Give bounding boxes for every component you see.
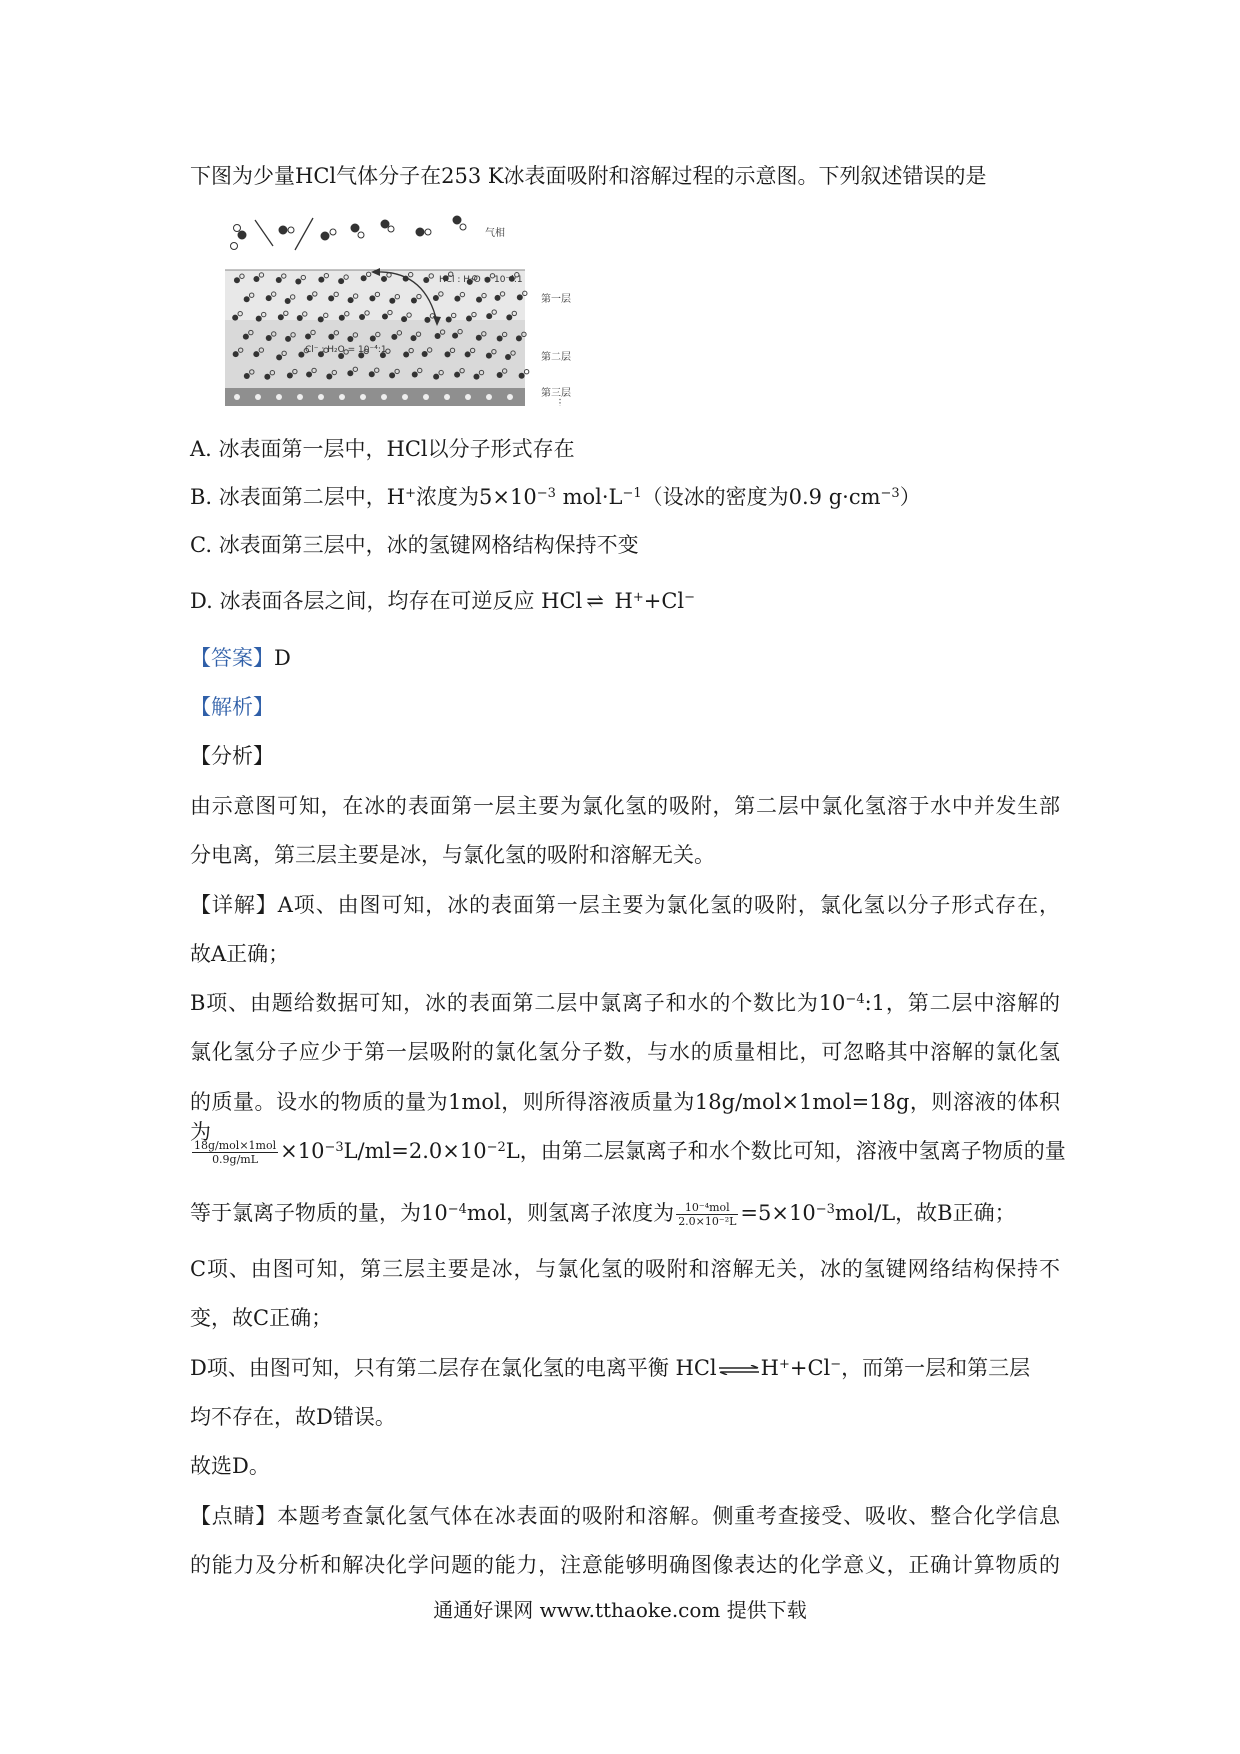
- detail-c-line-1: C项、由图可知，第三层主要是冰，与氯化氢的吸附和溶解无关，冰的氢键网络结构保持不: [190, 1257, 1060, 1281]
- superscript: −3: [880, 486, 900, 501]
- ice-lattice-atom: [234, 394, 240, 400]
- dianjing-line-1: [190, 1501, 1060, 1531]
- water-oxygen-atom: [495, 295, 501, 301]
- superscript: −3: [815, 1202, 835, 1217]
- option-b: [190, 482, 921, 512]
- option-d-label: D.: [190, 589, 213, 613]
- detail-b-line-5: [190, 1198, 1016, 1228]
- ratio-cl-label: Cl⁻ : H₂O = 10⁻⁴:1: [305, 345, 387, 355]
- water-oxygen-atom: [306, 371, 312, 377]
- dianjing-tag: 【点睛】: [190, 1504, 278, 1528]
- water-oxygen-atom: [446, 316, 452, 322]
- ice-lattice-atom: [339, 394, 345, 400]
- water-oxygen-atom: [401, 316, 407, 322]
- water-oxygen-atom: [278, 314, 284, 320]
- option-c-label: C.: [190, 533, 212, 557]
- ice-lattice-atom: [255, 394, 261, 400]
- ice-lattice-atom: [486, 394, 492, 400]
- dianjing-line-2: 的能力及分析和解决化学问题的能力，注意能够明确图像表达的化学意义，正确计算物质的: [190, 1553, 1060, 1577]
- detail-d-text: H: [760, 1356, 779, 1380]
- superscript: +: [405, 486, 417, 501]
- detail-d-line-2: 均不存在，故D错误。: [190, 1405, 396, 1429]
- concentration-fraction: [676, 1201, 738, 1228]
- water-oxygen-atom: [266, 335, 272, 341]
- detail-d-text: ，而第一层和第三层: [841, 1356, 1031, 1380]
- water-oxygen-atom: [256, 316, 262, 322]
- option-b-text: （设冰的密度为0.9 g·cm: [641, 485, 881, 509]
- detail-d-line-1: [190, 1353, 1030, 1383]
- option-d-text: H: [607, 589, 633, 613]
- water-oxygen-atom: [318, 277, 324, 283]
- answer-line: [190, 643, 291, 673]
- water-oxygen-atom: [476, 335, 482, 341]
- fraction-denominator: 0.9g/mL: [212, 1153, 259, 1166]
- water-oxygen-atom: [424, 317, 430, 323]
- detail-c-line-2: 变，故C正确；: [190, 1306, 333, 1330]
- fenxi-line-2: 分电离，第三层主要是冰，与氯化氢的吸附和溶解无关。: [190, 843, 715, 867]
- ice-lattice-atom: [423, 394, 429, 400]
- detail-b-text: ×10: [280, 1139, 325, 1163]
- ice-lattice-atom: [360, 394, 366, 400]
- detail-b-line-4: [190, 1136, 1066, 1166]
- figure-svg: [225, 210, 585, 406]
- detail-d-text: +Cl: [789, 1356, 831, 1380]
- volume-fraction: [192, 1139, 278, 1166]
- fenxi-line-1: 由示意图可知，在冰的表面第一层主要为氯化氢的吸附，第二层中氯化氢溶于水中并发生部: [190, 794, 1060, 818]
- water-oxygen-atom: [473, 374, 479, 380]
- water-oxygen-atom: [389, 372, 395, 378]
- layer3-label: 第三层: [541, 388, 571, 399]
- option-b-text: 浓度为5×10: [416, 485, 537, 509]
- water-oxygen-atom: [381, 276, 387, 282]
- detail-tag: 【详解】: [190, 893, 278, 917]
- water-oxygen-atom: [295, 279, 301, 285]
- superscript: −4: [447, 1202, 467, 1217]
- gas-phase-label: 气相: [485, 228, 505, 239]
- fenxi-tag: 【分析】: [190, 744, 274, 768]
- ice-lattice-atom: [402, 394, 408, 400]
- water-oxygen-atom: [454, 372, 460, 378]
- water-oxygen-atom: [276, 354, 282, 360]
- option-b-label: B.: [190, 485, 213, 509]
- detail-b-text: L/ml=2.0×10: [343, 1139, 487, 1163]
- reversible-arrow-icon: ⇌: [586, 589, 604, 613]
- water-oxygen-atom: [519, 373, 525, 379]
- water-oxygen-atom: [233, 351, 239, 357]
- water-oxygen-atom: [435, 333, 441, 339]
- option-a: [190, 434, 575, 464]
- water-oxygen-atom: [338, 278, 344, 284]
- water-oxygen-atom: [359, 314, 365, 320]
- water-oxygen-atom: [497, 335, 503, 341]
- page-footer: 通通好课网 www.tthaoke.com 提供下载: [433, 1598, 807, 1622]
- water-oxygen-atom: [433, 295, 439, 301]
- superscript: −1: [622, 486, 642, 501]
- answer-value: D: [274, 646, 291, 670]
- question-stem: 下图为少量HCl气体分子在253 K冰表面吸附和溶解过程的示意图。下列叙述错误的是: [190, 164, 987, 188]
- water-oxygen-atom: [516, 335, 522, 341]
- water-oxygen-atom: [422, 351, 428, 357]
- option-b-text: 冰表面第二层中，H: [218, 485, 406, 509]
- ice-lattice-atom: [318, 394, 324, 400]
- water-oxygen-atom: [505, 354, 511, 360]
- detail-b-line-3: 的质量。设水的物质的量为1mol，则所得溶液质量为18g/mol×1mol=18g，则溶液的体积为: [190, 1090, 1060, 1144]
- water-oxygen-atom: [232, 315, 238, 321]
- layer2-label: 第二层: [541, 352, 571, 363]
- ice-lattice-atom: [465, 394, 471, 400]
- detail-b-text: 等于氯离子物质的量，为10: [190, 1201, 448, 1225]
- detail-a-line-1: [190, 890, 1060, 920]
- more-layers-dots: ⋮: [555, 398, 565, 406]
- equilibrium-arrow-icon: [717, 1365, 761, 1375]
- water-oxygen-atom: [403, 352, 409, 358]
- dianjing-text: 本题考查氯化氢气体在冰表面的吸附和溶解。侧重考查接受、吸收、整合化学信息: [277, 1504, 1060, 1528]
- water-oxygen-atom: [497, 372, 503, 378]
- ice-lattice-atom: [297, 394, 303, 400]
- water-oxygen-atom: [285, 298, 291, 304]
- superscript: −3: [536, 486, 556, 501]
- water-oxygen-atom: [369, 295, 375, 301]
- layer3-band: [225, 388, 525, 406]
- ice-lattice-atom: [381, 394, 387, 400]
- option-b-text: mol·L: [555, 485, 623, 509]
- water-oxygen-atom: [454, 296, 460, 302]
- water-oxygen-atom: [287, 373, 293, 379]
- fraction-numerator: 18g/mol×1mol: [194, 1139, 277, 1152]
- option-d-text: +Cl: [643, 589, 685, 613]
- water-oxygen-atom: [328, 334, 334, 340]
- water-oxygen-atom: [347, 336, 353, 342]
- water-oxygen-atom: [412, 372, 418, 378]
- detail-b-text: L，由第二层氯离子和水个数比可知，溶液中氢离子物质的量: [505, 1139, 1066, 1163]
- water-oxygen-atom: [339, 315, 345, 321]
- water-oxygen-atom: [411, 335, 417, 341]
- water-oxygen-atom: [423, 277, 429, 283]
- water-oxygen-atom: [253, 276, 259, 282]
- ice-lattice-atom: [507, 394, 513, 400]
- answer-tag: 【答案】: [190, 646, 274, 670]
- water-oxygen-atom: [465, 351, 471, 357]
- layer1-label: 第一层: [541, 294, 571, 305]
- water-oxygen-atom: [305, 333, 311, 339]
- water-oxygen-atom: [297, 315, 303, 321]
- water-oxygen-atom: [253, 351, 259, 357]
- water-oxygen-atom: [318, 316, 324, 322]
- water-oxygen-atom: [285, 336, 291, 342]
- option-a-text: 冰表面第一层中，HCl以分子形式存在: [218, 437, 575, 461]
- water-oxygen-atom: [307, 295, 313, 301]
- detail-a-line-2: 故A正确；: [190, 942, 290, 966]
- water-oxygen-atom: [370, 335, 376, 341]
- water-oxygen-atom: [328, 295, 334, 301]
- superscript: −3: [324, 1140, 344, 1155]
- water-oxygen-atom: [382, 314, 388, 320]
- water-oxygen-atom: [326, 374, 332, 380]
- detail-b-text: mol，则氢离子浓度为: [466, 1201, 675, 1225]
- detail-b-line-1: [190, 988, 1060, 1018]
- water-oxygen-atom: [276, 277, 282, 283]
- detail-b-text: B项、由题给数据可知，冰的表面第二层中氯离子和水的个数比为10: [190, 991, 846, 1015]
- water-oxygen-atom: [466, 316, 472, 322]
- fraction-denominator: 2.0×10⁻²L: [678, 1215, 737, 1228]
- water-oxygen-atom: [389, 298, 395, 304]
- water-oxygen-atom: [411, 298, 417, 304]
- water-oxygen-atom: [391, 334, 397, 340]
- analysis-tag: 【解析】: [190, 695, 274, 719]
- ice-lattice-atom: [444, 394, 450, 400]
- water-oxygen-atom: [433, 374, 439, 380]
- water-oxygen-atom: [347, 370, 353, 376]
- superscript: −4: [845, 992, 865, 1007]
- water-oxygen-atom: [452, 333, 458, 339]
- option-c: [190, 530, 639, 560]
- water-oxygen-atom: [506, 314, 512, 320]
- fraction-numerator: 10⁻⁴mol: [676, 1201, 738, 1215]
- detail-d-text: D项、由图可知，只有第二层存在氯化氢的电离平衡 HCl: [190, 1356, 717, 1380]
- detail-a-text: A项、由图可知，冰的表面第一层主要为氯化氢的吸附，氯化氢以分子形式存在，: [277, 893, 1061, 917]
- option-b-text: ）: [899, 485, 921, 509]
- water-oxygen-atom: [266, 295, 272, 301]
- superscript: +: [632, 590, 644, 605]
- water-oxygen-atom: [298, 352, 304, 358]
- water-oxygen-atom: [348, 297, 354, 303]
- water-oxygen-atom: [486, 313, 492, 319]
- ice-adsorption-figure: [225, 210, 585, 410]
- ratio-hcl-label: HCl : H₂O = 10⁻⁴:1: [439, 275, 523, 285]
- water-oxygen-atom: [369, 371, 375, 377]
- water-oxygen-atom: [476, 297, 482, 303]
- option-d-text: 冰表面各层之间，均存在可逆反应 HCl: [219, 589, 583, 613]
- option-c-text: 冰表面第三层中，冰的氢键网格结构保持不变: [218, 533, 639, 557]
- ice-lattice-atom: [276, 394, 282, 400]
- detail-b-text: mol/L，故B正确；: [834, 1201, 1016, 1225]
- detail-b-text: =5×10: [740, 1201, 816, 1225]
- water-oxygen-atom: [517, 294, 523, 300]
- superscript: −: [684, 590, 696, 605]
- conclusion: 故选D。: [190, 1454, 270, 1478]
- option-a-label: A.: [190, 437, 212, 461]
- water-oxygen-atom: [361, 275, 367, 281]
- detail-b-text: :1，第二层中溶解的: [864, 991, 1060, 1015]
- detail-b-line-2: 氯化氢分子应少于第一层吸附的氯化氢分子数，与水的质量相比，可忽略其中溶解的氯化氢: [190, 1040, 1060, 1064]
- option-d: [190, 586, 695, 616]
- superscript: −: [830, 1357, 842, 1372]
- superscript: +: [778, 1357, 790, 1372]
- water-oxygen-atom: [264, 374, 270, 380]
- water-oxygen-atom: [244, 373, 250, 379]
- water-oxygen-atom: [234, 277, 240, 283]
- water-oxygen-atom: [486, 353, 492, 359]
- superscript: −2: [486, 1140, 506, 1155]
- water-oxygen-atom: [244, 296, 250, 302]
- water-oxygen-atom: [444, 351, 450, 357]
- water-oxygen-atom: [243, 334, 249, 340]
